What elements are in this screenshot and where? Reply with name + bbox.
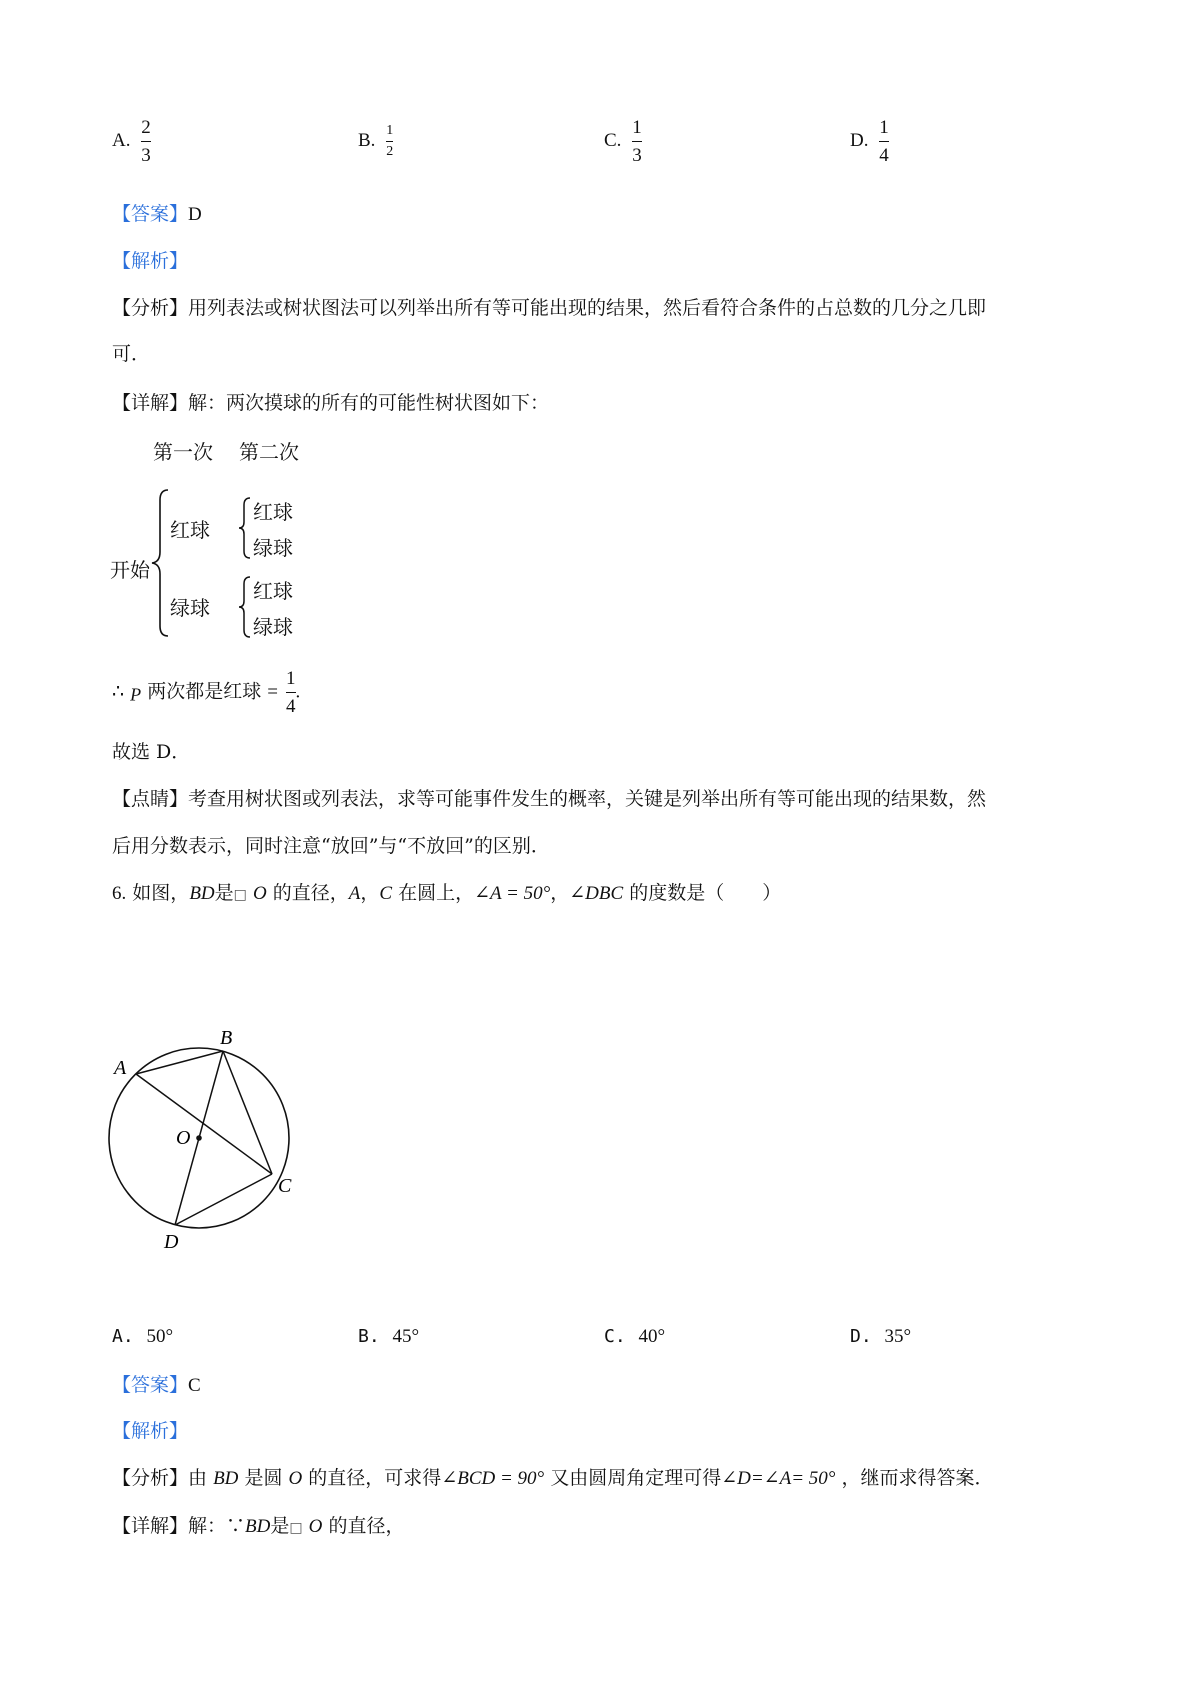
circle-o: O xyxy=(308,1516,323,1537)
q6-option-b xyxy=(358,1326,419,1348)
analysis-text: 是圆 xyxy=(244,1467,283,1489)
detail-tag: 【详解】 xyxy=(112,1515,189,1537)
label-c: C xyxy=(278,1175,292,1197)
q5-choice-line: 故选 D． xyxy=(112,741,191,763)
fraction-denominator: 3 xyxy=(632,145,642,166)
fraction-bar xyxy=(632,141,642,142)
fraction-bar xyxy=(879,141,889,142)
detail-tag: 【详解】 xyxy=(112,392,189,414)
missing-glyph-box: □ xyxy=(289,1520,303,1536)
fraction-bar xyxy=(141,141,151,142)
q6-option-d xyxy=(850,1326,911,1348)
option-value: 50° xyxy=(146,1326,174,1347)
q6-jiexi-tag: 【解析】 xyxy=(112,1420,189,1442)
angle-bcd-expression: ∠BCD = 90° xyxy=(441,1468,545,1489)
q5-option-a xyxy=(112,118,151,165)
angle-a-expression: ∠A = 50° xyxy=(474,883,551,904)
segment-bd: BD xyxy=(189,883,215,904)
option-value: 45° xyxy=(392,1326,420,1347)
analysis-tag: 【分析】 xyxy=(112,1467,189,1489)
detail-text: 的直径， xyxy=(328,1515,405,1537)
option-letter: C. xyxy=(604,129,622,151)
q5-comment-line-1 xyxy=(112,784,986,811)
question-number: 6. xyxy=(112,883,127,904)
tree-root: 开始 xyxy=(110,558,150,582)
fraction-numerator: 1 xyxy=(286,668,296,689)
equals-sign: = xyxy=(267,681,278,703)
q5-answer-line xyxy=(112,199,202,226)
stem-text: 的直径， xyxy=(272,882,349,904)
fraction-numerator: 1 xyxy=(879,117,889,138)
angle-dbc: ∠DBC xyxy=(569,883,624,904)
stem-text: ， xyxy=(550,882,570,904)
stem-text: 在圆上， xyxy=(398,882,475,904)
answer-value: D xyxy=(188,204,202,225)
q5-option-c xyxy=(604,118,642,165)
q5-probability-line xyxy=(112,669,300,716)
answer-tag: 【答案】 xyxy=(112,1374,189,1396)
q5-comment-line-2: 后用分数表示，同时注意“放回”与“不放回”的区别． xyxy=(112,835,550,857)
option-letter: D. xyxy=(850,1326,872,1347)
option-letter: B. xyxy=(358,129,376,151)
stem-text: ， xyxy=(360,882,380,904)
tree-branch-green: 绿球 xyxy=(170,596,210,620)
analysis-tag: 【分析】 xyxy=(112,297,189,319)
detail-text: 是 xyxy=(270,1515,290,1537)
chord-dc xyxy=(175,1174,272,1225)
tree-branch2-brace xyxy=(237,575,253,639)
point-a: A xyxy=(348,883,361,904)
tree-leaf-red-green: 绿球 xyxy=(253,536,293,560)
q6-analysis-line xyxy=(112,1463,993,1490)
circle-o: O xyxy=(288,1468,303,1489)
analysis-text: 由 xyxy=(188,1467,208,1489)
q6-detail-line xyxy=(112,1511,404,1538)
missing-glyph-box: □ xyxy=(233,887,247,903)
q5-option-d xyxy=(850,118,889,165)
fraction-numerator: 2 xyxy=(141,117,151,138)
label-o: O xyxy=(176,1127,191,1149)
point-c: C xyxy=(379,883,393,904)
q6-option-c xyxy=(604,1326,665,1348)
stem-text: 的度数是（ ） xyxy=(629,882,782,904)
p-symbol: P xyxy=(130,684,142,705)
q6-answer-line xyxy=(112,1370,201,1397)
label-d: D xyxy=(164,1231,179,1250)
label-a: A xyxy=(114,1057,127,1079)
detail-text: 解：两次摸球的所有的可能性树状图如下： xyxy=(188,392,550,414)
option-fraction xyxy=(632,118,642,165)
q5-analysis-line-2: 可． xyxy=(112,343,151,365)
analysis-text: ，继而求得答案． xyxy=(841,1467,994,1489)
option-letter: A. xyxy=(112,129,131,151)
option-value: 35° xyxy=(884,1326,912,1347)
analysis-text: 用列表法或树状图法可以列举出所有等可能出现的结果，然后看符合条件的占总数的几分之几即 xyxy=(188,297,987,319)
q5-jiexi-tag: 【解析】 xyxy=(112,250,189,272)
q5-option-b xyxy=(358,124,393,159)
detail-text: 解： xyxy=(188,1515,227,1537)
stem-text: 如图， xyxy=(132,882,190,904)
option-letter: D. xyxy=(850,129,869,151)
q6-circle-figure xyxy=(98,1020,308,1250)
tree-leaf-red-red: 红球 xyxy=(253,500,293,524)
answer-tag: 【答案】 xyxy=(112,203,189,225)
analysis-text: 的直径，可求得 xyxy=(308,1467,442,1489)
analysis-text: 又由圆周角定理可得 xyxy=(550,1467,722,1489)
therefore-symbol: ∴ xyxy=(112,680,125,703)
answer-value: C xyxy=(188,1375,201,1396)
period: . xyxy=(295,681,301,703)
label-b: B xyxy=(220,1027,233,1049)
q6-stem xyxy=(112,878,781,905)
center-point-o xyxy=(196,1135,202,1141)
circle-o: O xyxy=(252,883,267,904)
angle-d-expression: ∠D=∠A= 50° xyxy=(721,1468,836,1489)
tree-header-first: 第一次 xyxy=(153,440,213,464)
tree-header-second: 第二次 xyxy=(239,440,299,464)
tree-leaf-green-red: 红球 xyxy=(253,579,293,603)
probability-label: 两次都是红球 xyxy=(147,680,262,703)
tree-branch1-brace xyxy=(237,496,253,560)
tree-branch-red: 红球 xyxy=(170,518,210,542)
fraction-denominator: 2 xyxy=(386,144,394,159)
fraction-bar xyxy=(286,692,296,693)
fraction-numerator: 1 xyxy=(632,117,642,138)
fraction-denominator: 3 xyxy=(141,145,151,166)
fraction-denominator: 4 xyxy=(286,696,296,717)
tree-leaf-green-green: 绿球 xyxy=(253,615,293,639)
option-letter: A. xyxy=(112,1326,134,1347)
segment-bd: BD xyxy=(245,1516,271,1537)
option-letter: C. xyxy=(604,1326,626,1347)
comment-text: 考查用树状图或列表法，求等可能事件发生的概率，关键是列举出所有等可能出现的结果数，然 xyxy=(188,788,987,810)
fraction-numerator: 1 xyxy=(386,123,394,138)
probability-fraction xyxy=(286,669,296,716)
option-fraction xyxy=(141,118,151,165)
because-symbol: ∵ xyxy=(226,1515,246,1537)
q6-option-a xyxy=(112,1326,173,1348)
tree-root-brace xyxy=(150,488,172,638)
option-fraction xyxy=(386,124,393,159)
option-fraction xyxy=(879,118,889,165)
q5-detail-line xyxy=(112,388,549,415)
stem-text: 是 xyxy=(214,882,234,904)
option-letter: B. xyxy=(358,1326,380,1347)
option-value: 40° xyxy=(638,1326,666,1347)
segment-bd: BD xyxy=(213,1468,239,1489)
comment-tag: 【点睛】 xyxy=(112,788,189,810)
fraction-denominator: 4 xyxy=(879,145,889,166)
q5-analysis-line-1 xyxy=(112,293,986,320)
fraction-bar xyxy=(386,141,393,142)
